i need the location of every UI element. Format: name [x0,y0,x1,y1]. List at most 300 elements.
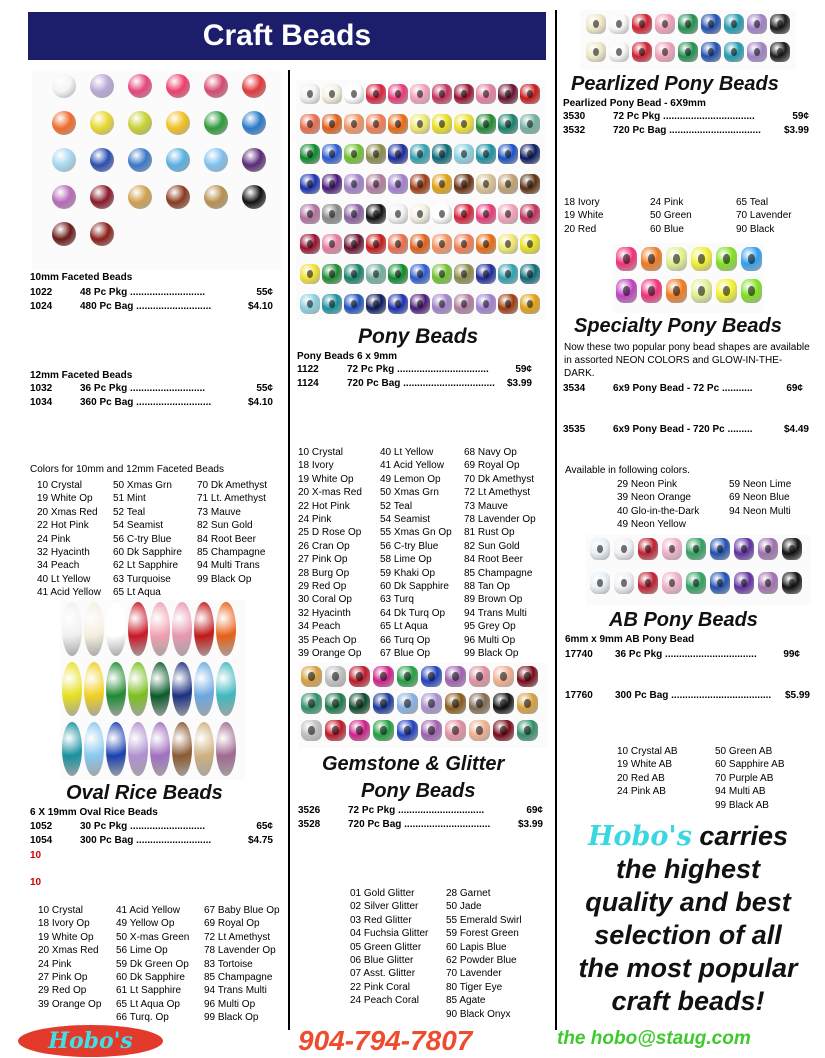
bead-swatch [741,279,762,303]
bead-swatch [432,84,452,104]
color-item: 10 Crystal AB [617,746,678,757]
color-item: 71 Lt. Amethyst [197,493,266,505]
color-item [38,1011,112,1024]
color-item: 19 White Op [298,473,354,485]
bead-swatch [432,264,452,284]
promo-text [568,820,808,1018]
rice-color-list [38,904,294,1025]
price-line-1124: 1124 720 Pc Bag ................................. $3.99 [297,378,532,389]
faceted-12mm-subtitle: 12mm Faceted Beads [30,370,133,381]
bead-swatch [322,264,342,284]
color-item: 27 Pink Op [298,554,348,566]
color-item: 24 Pink [298,514,332,526]
promo-line-1: carries [691,821,788,851]
color-item: 18 Ivory [564,197,600,208]
color-item: 25 D Rose Op [298,527,362,539]
bead-swatch [150,602,170,656]
color-item [350,1008,442,1021]
color-item: 80 Tiger Eye [446,981,503,993]
color-item: 28 Burg Op [298,567,350,579]
bead-swatch [710,538,730,560]
bead-swatch [242,185,266,209]
bead-swatch [454,114,474,134]
bead-swatch [325,720,346,741]
color-item: 50 Xmas Grn [380,487,439,499]
bead-swatch [300,204,320,224]
bead-swatch [242,111,266,135]
price-line-3528: 3528 720 Pc Bag ............................... $3.99 [298,819,543,830]
bead-swatch [476,114,496,134]
promo-brand: Hobo's [588,821,692,852]
bead-swatch [655,14,675,34]
promo-line-5: the most popular [578,953,798,983]
bead-swatch [641,247,662,271]
bead-swatch [410,174,430,194]
oval-rice-beads-image [60,600,245,780]
bead-swatch [388,294,408,314]
color-item: 60 Dk Sapphire [380,581,449,593]
bead-swatch [366,114,386,134]
color-item: 88 Tan Op [464,581,510,593]
color-item: 59 Forest Green [446,928,519,940]
bead-swatch [498,234,518,254]
bead-swatch [344,204,364,224]
bead-swatch [638,538,658,560]
faceted-color-list [37,479,287,600]
promo-line-3: quality and best [585,887,791,917]
color-item: 55 Xmas Gn Op [380,527,452,539]
bead-swatch [662,538,682,560]
bead-swatch [84,602,104,656]
specialty-description: Now these two popular pony bead shapes are available in assorted NEON COLORS and GLOW-IN-THE-DARK. [564,342,810,379]
color-item: 54 Seamist [380,514,431,526]
bead-swatch [632,14,652,34]
bead-swatch [678,14,698,34]
bead-swatch [770,14,790,34]
bead-swatch [469,693,490,714]
bead-swatch [90,74,114,98]
color-item: 72 Lt Amethyst [464,487,531,499]
specialty-available-text: Available in following colors. [565,465,690,476]
promo-line-6: craft beads! [611,986,765,1016]
bead-swatch [454,144,474,164]
bead-swatch [517,720,538,741]
bead-swatch [325,666,346,687]
bead-swatch [666,279,687,303]
gemstone-glitter-beads-image [298,663,548,748]
color-item: 78 Lavender Op [204,945,276,957]
bead-swatch [454,264,474,284]
color-item: 34 Peach [298,621,341,633]
color-item: 85 Agate [446,995,486,1007]
color-item: 10 Crystal [298,447,344,458]
bead-swatch [678,42,698,62]
color-item: 52 Teal [113,506,146,518]
color-item: 85 Champagne [464,567,533,579]
bead-swatch [432,204,452,224]
color-item: 67 Blue Op [380,648,431,660]
color-item: 83 Tortoise [204,958,253,970]
bead-swatch [666,247,687,271]
color-item: 39 Neon Orange [617,492,691,504]
bead-swatch [388,264,408,284]
bead-swatch [166,74,190,98]
bead-swatch [242,148,266,172]
color-item: 60 Dk Sapphire [116,972,185,984]
color-item: 89 Brown Op [464,594,523,606]
bead-swatch [150,722,170,776]
bead-swatch [517,666,538,687]
footer-logo: Hobo's [18,1025,163,1057]
bead-swatch [701,42,721,62]
bead-swatch [366,234,386,254]
rice-extra-code-2: 10 [30,877,42,888]
bead-swatch [498,294,518,314]
bead-swatch [469,666,490,687]
color-item: 60 Dk Sapphire [113,547,182,559]
pony-beads-title: Pony Beads [358,325,479,348]
color-item: 99 Black Op [204,1012,259,1024]
color-item: 24 Peach Coral [350,995,419,1007]
bead-swatch [322,174,342,194]
color-item: 50 Green [650,210,692,222]
color-item: 95 Grey Op [464,621,516,633]
color-item: 68 Navy Op [464,447,517,458]
color-item: 59 Khaki Op [380,567,436,579]
price-line-3535: 3535 6x9 Pony Bead - 720 Pc ......... $4.49 [563,424,809,435]
bead-swatch [166,185,190,209]
bead-swatch [366,294,386,314]
bead-swatch [216,662,236,716]
bead-swatch [204,74,228,98]
gemstone-title-line1: Gemstone & Glitter [322,753,505,775]
bead-swatch [421,720,442,741]
bead-swatch [724,14,744,34]
color-item: 96 Multi Op [464,634,516,646]
price-line-1034: 1034 360 Pc Bag ........................... $4.10 [30,397,273,408]
bead-swatch [710,572,730,594]
bead-swatch [758,538,778,560]
color-item: 84 Root Beer [464,554,523,566]
bead-swatch [349,720,370,741]
footer-email[interactable]: the hobo@staug.com [557,1028,751,1049]
bead-swatch [172,602,192,656]
bead-swatch [388,84,408,104]
color-item: 78 Lavender Op [464,514,536,526]
bead-swatch [242,74,266,98]
color-item: 40 Lt Yellow [380,447,434,458]
bead-swatch [216,722,236,776]
bead-swatch [410,144,430,164]
specialty-color-list [617,478,819,532]
bead-swatch [454,204,474,224]
bead-swatch [106,722,126,776]
color-item: 10 Crystal [37,480,83,491]
bead-swatch [344,264,364,284]
color-item: 85 Champagne [204,972,273,984]
bead-swatch [498,84,518,104]
pearlized-beads-image [580,10,796,70]
color-item: 61 Lt Sapphire [116,985,182,997]
bead-swatch [397,666,418,687]
bead-swatch [388,114,408,134]
bead-swatch [432,234,452,254]
bead-swatch [747,42,767,62]
bead-swatch [520,84,540,104]
bead-swatch [520,114,540,134]
color-item: 29 Red Op [298,581,347,593]
color-item: 32 Hyacinth [37,547,90,559]
bead-swatch [616,247,637,271]
price-line-3530: 3530 72 Pc Pkg ................................. 59¢ [563,111,809,122]
price-line-17740: 17740 36 Pc Pkg ................................. 99¢ [565,649,800,660]
color-item: 90 Black [736,223,775,235]
bead-swatch [388,174,408,194]
bead-swatch [349,666,370,687]
color-item: 04 Fuchsia Glitter [350,928,429,940]
bead-swatch [476,174,496,194]
bead-swatch [410,114,430,134]
bead-swatch [106,662,126,716]
bead-swatch [128,74,152,98]
bead-swatch [498,174,518,194]
color-item: 03 Red Glitter [350,914,412,926]
bead-swatch [366,144,386,164]
bead-swatch [498,264,518,284]
price-line-3532: 3532 720 Pc Bag ................................. $3.99 [563,125,809,136]
oval-rice-subtitle: 6 X 19mm Oval Rice Beads [30,807,158,818]
bead-swatch [520,294,540,314]
bead-swatch [716,247,737,271]
bead-swatch [322,294,342,314]
color-item: 22 Hot Pink [298,500,350,512]
bead-swatch [476,84,496,104]
color-item: 39 Orange Op [38,998,102,1010]
bead-swatch [445,720,466,741]
bead-swatch [397,720,418,741]
footer-phone[interactable]: 904-794-7807 [298,1025,473,1056]
color-item: 06 Blue Glitter [350,955,414,967]
color-item: 20 Red AB [617,772,665,784]
color-item: 19 White Op [38,931,94,943]
bead-swatch [520,204,540,224]
bead-swatch [344,144,364,164]
bead-swatch [216,602,236,656]
bead-swatch [520,144,540,164]
color-item: 20 Red [564,223,597,235]
bead-swatch [476,294,496,314]
pony-color-list [298,446,548,661]
color-item: 19 White AB [617,759,673,771]
color-item: 24 Pink AB [617,786,666,798]
bead-swatch [373,693,394,714]
bead-swatch [586,42,606,62]
bead-swatch [469,720,490,741]
color-item: 19 White Op [37,493,93,505]
bead-swatch [421,693,442,714]
color-item: 50 Xmas Grn [113,480,172,491]
color-item: 20 Xmas Red [38,945,99,957]
bead-swatch [300,234,320,254]
color-item: 96 Multi Op [204,998,256,1010]
bead-swatch [194,662,214,716]
color-item: 64 Dk Turq Op [380,607,446,619]
bead-swatch [325,693,346,714]
color-item: 41 Acid Yellow [380,460,444,472]
color-item: 29 Neon Pink [617,479,678,490]
color-item: 73 Mauve [464,500,508,512]
color-item: 65 Lt Aqua [113,587,161,599]
bead-swatch [322,84,342,104]
bead-swatch [454,234,474,254]
bead-swatch [194,602,214,656]
bead-swatch [454,294,474,314]
bead-swatch [590,572,610,594]
bead-swatch [84,662,104,716]
ab-pony-beads-image [586,535,811,605]
color-item: 94 Neon Multi [729,505,791,517]
price-line-1022: 1022 48 Pc Pkg ........................... 55¢ [30,287,273,298]
bead-swatch [52,111,76,135]
color-item: 40 Lt Yellow [37,573,91,585]
pearlized-color-list [564,196,818,236]
bead-swatch [691,247,712,271]
bead-swatch [701,14,721,34]
color-item: 62 Lt Sapphire [113,560,179,572]
color-item: 32 Hyacinth [298,607,351,619]
bead-swatch [300,264,320,284]
color-item: 63 Turq [380,594,414,606]
bead-swatch [344,174,364,194]
color-item: 60 Lapis Blue [446,941,507,953]
bead-swatch [301,666,322,687]
bead-swatch [388,144,408,164]
color-item: 28 Garnet [446,888,491,899]
color-item: 94 Trans Multi [464,607,527,619]
bead-swatch [62,722,82,776]
color-item: 60 Blue [650,223,684,235]
bead-swatch [686,572,706,594]
color-item: 63 Turquoise [113,573,171,585]
bead-swatch [410,84,430,104]
bead-swatch [662,572,682,594]
bead-swatch [476,234,496,254]
color-item: 05 Green Glitter [350,941,422,953]
bead-swatch [410,204,430,224]
color-item: 34 Peach [37,560,80,572]
bead-swatch [493,720,514,741]
color-item: 01 Gold Glitter [350,888,415,899]
color-item: 99 Black Op [464,648,519,660]
color-item [197,586,287,599]
color-item: 66 Turq Op [380,634,431,646]
color-item: 24 Pink [38,958,72,970]
bead-swatch [366,264,386,284]
bead-swatch [300,294,320,314]
bead-swatch [344,84,364,104]
bead-swatch [655,42,675,62]
color-item: 56 Lime Op [116,945,168,957]
color-item: 56 C-try Blue [380,540,439,552]
color-item: 19 White [564,210,604,222]
bead-swatch [52,222,76,246]
bead-swatch [301,720,322,741]
bead-swatch [691,279,712,303]
bead-swatch [128,111,152,135]
bead-swatch [609,42,629,62]
color-item: 39 Orange Op [298,648,362,660]
bead-swatch [498,114,518,134]
bead-swatch [322,114,342,134]
bead-swatch [432,174,452,194]
bead-swatch [397,693,418,714]
pearlized-subtitle: Pearlized Pony Bead - 6X9mm [563,98,706,109]
color-item: 65 Teal [736,197,769,208]
color-item: 66 Turq. Op [116,1012,169,1024]
bead-swatch [734,538,754,560]
bead-swatch [366,204,386,224]
bead-swatch [614,572,634,594]
color-item: 70 Dk Amethyst [464,473,535,485]
bead-swatch [493,666,514,687]
color-item: 49 Neon Yellow [617,519,686,531]
bead-swatch [638,572,658,594]
color-item: 49 Yellow Op [116,918,175,930]
bead-swatch [432,114,452,134]
color-item: 54 Seamist [113,520,164,532]
color-item: 69 Royal Op [464,460,520,472]
bead-swatch [166,148,190,172]
bead-swatch [410,234,430,254]
color-item: 55 Emerald Swirl [446,914,522,926]
color-item: 24 Pink [650,197,684,208]
bead-swatch [366,84,386,104]
price-line-1052: 1052 30 Pc Pkg ........................... 65¢ [30,821,273,832]
color-item: 73 Mauve [197,506,241,518]
price-line-1024: 1024 480 Pc Bag ........................... $4.10 [30,301,273,312]
color-item: 18 Ivory [298,460,334,472]
bead-swatch [432,144,452,164]
bead-swatch [609,14,629,34]
color-item: 70 Purple AB [715,772,774,784]
bead-swatch [84,722,104,776]
price-line-1122: 1122 72 Pc Pkg ................................. 59¢ [297,364,532,375]
bead-swatch [349,693,370,714]
color-item: 62 Powder Blue [446,955,517,967]
bead-swatch [741,247,762,271]
color-item: 07 Asst. Glitter [350,968,416,980]
color-item: 50 Jade [446,901,482,913]
color-item: 56 C-try Blue [113,533,172,545]
bead-swatch [366,174,386,194]
pearlized-title: Pearlized Pony Beads [571,73,779,95]
bead-swatch [782,538,802,560]
bead-swatch [498,204,518,224]
pony-beads-image [296,80,546,320]
bead-swatch [204,185,228,209]
bead-swatch [90,148,114,172]
bead-swatch [758,572,778,594]
gemstone-title-line2: Pony Beads [361,780,476,802]
bead-swatch [476,144,496,164]
bead-swatch [300,114,320,134]
color-item: 65 Lt Aqua [380,621,428,633]
bead-swatch [445,666,466,687]
ab-pony-title: AB Pony Beads [609,609,758,631]
bead-swatch [300,144,320,164]
bead-swatch [632,42,652,62]
color-item [617,799,711,812]
